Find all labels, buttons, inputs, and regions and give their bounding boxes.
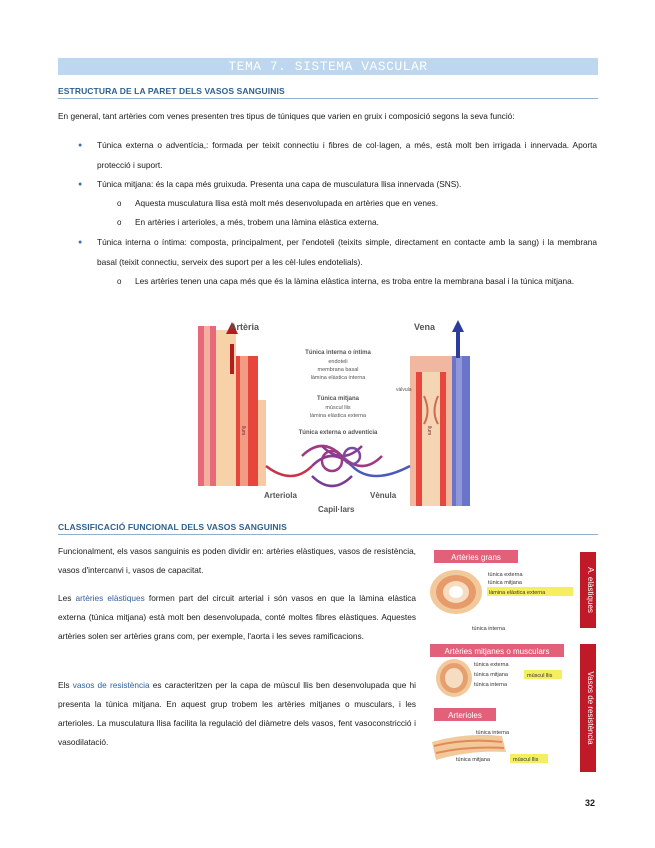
vessel-classification-figure — [426, 546, 598, 774]
term-arteries-elastiques: artèries elàstiques — [75, 593, 145, 603]
label-lum-vein: llum — [426, 426, 432, 436]
label-membrana-basal: membrana basal — [317, 367, 359, 373]
label-tunica-interna: Túnica interna o íntima — [305, 350, 371, 356]
grans-interna: túnica interna — [472, 626, 506, 632]
arterioles-title: Arterioles — [448, 711, 482, 720]
section-heading-structure: ESTRUCTURA DE LA PARET DELS VASOS SANGUINIS — [58, 86, 598, 99]
page-number: 32 — [585, 798, 596, 808]
bullet-tunica-interna: ● Túnica interna o íntima: composta, principalment, per l'endoteli (teixits simple, directament en contacte amb la sang) i la membrana basal (teixit connectiu, serveix des suport per a les cèl·lules endotelials). — [97, 233, 597, 272]
arterioles-muscul: múscul llis — [513, 757, 539, 763]
label-arteria: Artèria — [230, 322, 260, 332]
label-tunica-externa: Túnica externa o adventícia — [298, 430, 378, 436]
section-heading-classification: CLASSIFICACIÓ FUNCIONAL DELS VASOS SANGUINIS — [58, 522, 598, 535]
label-arteriola: Arteriola — [264, 491, 297, 500]
grans-title: Artèries grans — [451, 553, 501, 562]
vessel-structure-figure — [192, 316, 476, 516]
arterioles-interna: túnica interna — [476, 730, 510, 736]
sub-bullet-musculatura: o Aquesta musculatura llisa està molt més desenvolupada en artèries que en venes. — [135, 194, 597, 214]
label-muscul: múscul llis — [325, 405, 351, 411]
arterioles-mitjana: túnica mitjana — [456, 757, 490, 763]
mitjanes-mitjana: túnica mitjana — [474, 672, 508, 678]
label-capillars: Capil·lars — [318, 505, 355, 514]
side-label-elastiques: A. elàstiques — [586, 567, 595, 613]
mitjanes-externa: túnica externa — [474, 662, 509, 668]
classification-intro: Funcionalment, els vasos sanguinis es poden dividir en: artèries elàstiques, vasos de resistència, vasos d'intercanvi i, vasos de capacitat. — [58, 546, 416, 575]
label-vena: Vena — [414, 322, 436, 332]
bullet-tunica-mitjana: ● Túnica mitjana: és la capa més gruixuda. Presenta una capa de musculatura llisa innervada (SNS). — [97, 175, 597, 195]
grans-mitjana: túnica mitjana — [488, 580, 522, 586]
label-valvula: vàlvula — [396, 387, 412, 393]
side-label-resistencia: Vasos de resistència — [586, 671, 595, 745]
page-title: TEMA 7. SISTEMA VASCULAR — [58, 58, 598, 75]
label-endoteli: endoteli — [328, 359, 348, 365]
term-vasos-resistencia: vasos de resistència — [72, 680, 150, 690]
resistance-vessels-paragraph: Els vasos de resistència es caracteritzen per la capa de múscul llis ben desenvolupada que hi presenta la túnica mitjana. En aquest grup trobem les artèries mitjanes o musculars, i les arterioles. La musculatura llisa facilita la regulació del diàmetre dels vasos, fent vasoconstricció i vasodilatació. — [58, 680, 416, 747]
label-lum-artery: llum — [240, 426, 246, 436]
mitjanes-muscul: múscul llis — [527, 673, 553, 679]
sub-bullet-lamina-interna: o Les artèries tenen una capa més que és la làmina elàstica interna, es troba entre la membrana basal i la túnica mitjana. — [135, 272, 597, 292]
mitjanes-title: Artèries mitjanes o musculars — [444, 647, 550, 656]
label-lamina-interna: làmina elàstica interna — [310, 375, 366, 381]
label-venula: Vènula — [370, 491, 397, 500]
mitjanes-interna: túnica interna — [474, 682, 508, 688]
elastic-arteries-paragraph: Les artèries elàstiques formen part del circuit arterial i són vasos en que la làmina elàstica externa (túnica mitjana) està molt ben desenvolupada, conté moltes fibres elàstiques. Aquestes artèries solen ser artèries grans com, per exemple, l'aorta i les seves ramificacions. — [58, 593, 416, 641]
sub-bullet-lamina-externa: o En artèries i arterioles, a més, trobem una làmina elàstica externa. — [135, 213, 597, 233]
intro-paragraph: En general, tant artèries com venes presenten tres tipus de túniques que varien en gruix i composició segons la seva funció: — [58, 111, 515, 121]
label-tunica-mitjana: Túnica mitjana — [316, 396, 360, 402]
grans-lamina: làmina elàstica externa — [489, 590, 546, 596]
bullet-tunica-externa: ● Túnica externa o adventícia,: formada per teixit connectiu i fibres de col·lagen, a més, està molt ben irrigada i innervada. Aporta protecció i suport. — [97, 136, 597, 175]
grans-externa: túnica externa — [488, 572, 523, 578]
label-lamina-externa: làmina elàstica externa — [309, 413, 367, 419]
